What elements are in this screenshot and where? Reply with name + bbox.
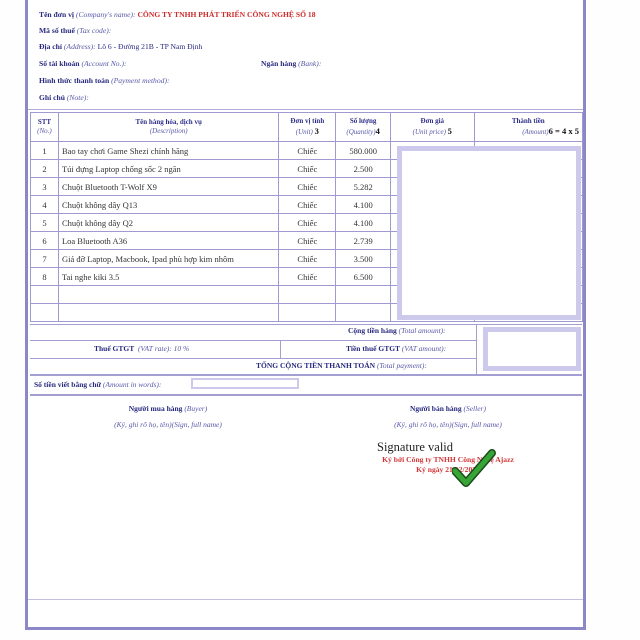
totals-col-divider bbox=[476, 324, 477, 374]
header-unit: Đơn vị tính (Unit) 3 bbox=[279, 113, 336, 142]
note-label-en: (Note): bbox=[66, 93, 89, 102]
header-divider bbox=[28, 109, 583, 110]
table-header-row bbox=[31, 113, 583, 142]
total-amount-row: Cộng tiền hàng (Total amount): bbox=[348, 326, 446, 335]
table-row: 4 Chuột không dây Q13 Chiếc 4.100 bbox=[31, 196, 583, 214]
amount-in-words-row: Số tiền viết bằng chữ (Amount in words): bbox=[34, 380, 162, 389]
tax-label: Mã số thuế bbox=[39, 26, 75, 35]
payment-method-row bbox=[39, 76, 170, 85]
checkmark-icon bbox=[452, 449, 496, 489]
table-row: 2 Túi đựng Laptop chống sốc 2 ngăn Chiếc 2.500 bbox=[31, 160, 583, 178]
header-no: STT (No.) bbox=[31, 113, 59, 142]
vat-rate-row: Thuế GTGT (VAT rate): 10 % bbox=[94, 344, 190, 353]
tax-code-row bbox=[39, 26, 111, 35]
signature-valid-text: Signature valid bbox=[377, 440, 454, 454]
bank-row bbox=[261, 59, 321, 68]
seller-signature-hint: (Ký, ghi rõ họ, tên)(Sign, full name) bbox=[394, 420, 502, 429]
table-row: 8 Tai nghe kiki 3.5 Chiếc 6.500 bbox=[31, 268, 583, 286]
account-label-en: (Account No.): bbox=[81, 59, 127, 68]
table-row: 5 Chuột không dây Q2 Chiếc 4.100 bbox=[31, 214, 583, 232]
totals-row-divider bbox=[30, 340, 476, 341]
tax-label-en: (Tax code): bbox=[76, 26, 112, 35]
vat-divider bbox=[280, 340, 281, 358]
note-label: Ghi chú bbox=[39, 93, 65, 102]
signed-date: Ký ngày 21/12/2021 bbox=[416, 465, 480, 474]
header-quantity: Số lượng (Quantity)4 bbox=[336, 113, 391, 142]
signed-by: Ký bởi Công ty TNHH Công Nghệ Ajazz bbox=[382, 455, 514, 464]
payment-label-en: (Payment method): bbox=[111, 76, 170, 85]
vat-amount-row: Tiền thuế GTGT (VAT amount): bbox=[346, 344, 447, 353]
amount-in-words-redaction bbox=[191, 378, 299, 389]
company-label-en: (Company's name): bbox=[75, 10, 136, 19]
table-row: 6 Loa Bluetooth A36 Chiếc 2.739 bbox=[31, 232, 583, 250]
totals-redaction-box bbox=[483, 327, 581, 371]
note-row bbox=[39, 93, 89, 102]
words-divider bbox=[30, 374, 582, 376]
header-description: Tên hàng hóa, dịch vụ (Description) bbox=[58, 113, 279, 142]
invoice-page bbox=[25, 0, 586, 630]
table-row: 1 Bao tay chơi Game Shezi chính hãng Chiếc 580.000 bbox=[31, 142, 583, 160]
bank-label: Ngân hàng bbox=[261, 59, 297, 68]
digital-signature-info bbox=[348, 455, 548, 475]
payment-label: Hình thức thanh toán bbox=[39, 76, 110, 85]
account-label: Số tài khoản bbox=[39, 59, 80, 68]
company-name-row bbox=[39, 10, 316, 19]
buyer-signature-block: Người mua hàng (Buyer) bbox=[128, 404, 208, 413]
totals-row-divider bbox=[30, 358, 476, 359]
address-label: Địa chỉ bbox=[39, 42, 62, 51]
footer-divider bbox=[28, 599, 583, 600]
buyer-signature-hint: (Ký, ghi rõ họ, tên)(Sign, full name) bbox=[114, 420, 222, 429]
company-name: CÔNG TY TNHH PHÁT TRIỂN CÔNG NGHỆ SỐ 18 bbox=[137, 10, 316, 19]
totals-divider bbox=[30, 324, 582, 325]
seller-signature-block: Người bán hàng (Seller) bbox=[410, 404, 486, 413]
bank-label-en: (Bank): bbox=[298, 59, 322, 68]
address-label-en: (Address): bbox=[63, 42, 96, 51]
total-payment-row: TỔNG CỘNG TIỀN THANH TOÁN (Total payment): bbox=[256, 361, 427, 370]
signature-divider bbox=[30, 394, 582, 396]
table-row: 7 Giá đỡ Laptop, Macbook, Ipad phù hợp kim nhôm Chiếc 3.500 bbox=[31, 250, 583, 268]
header-unit-price: Đơn giá (Unit price) 5 bbox=[391, 113, 474, 142]
company-label: Tên đơn vị bbox=[39, 10, 75, 19]
account-row bbox=[39, 59, 127, 68]
address-value: Lô 6 - Đường 21B - TP Nam Định bbox=[97, 42, 203, 51]
address-row bbox=[39, 42, 202, 51]
table-row: 3 Chuột Bluetooth T-Wolf X9 Chiếc 5.282 bbox=[31, 178, 583, 196]
price-redaction-box bbox=[397, 146, 581, 320]
header-amount: Thành tiền (Amount)6 = 4 x 5 bbox=[474, 113, 582, 142]
